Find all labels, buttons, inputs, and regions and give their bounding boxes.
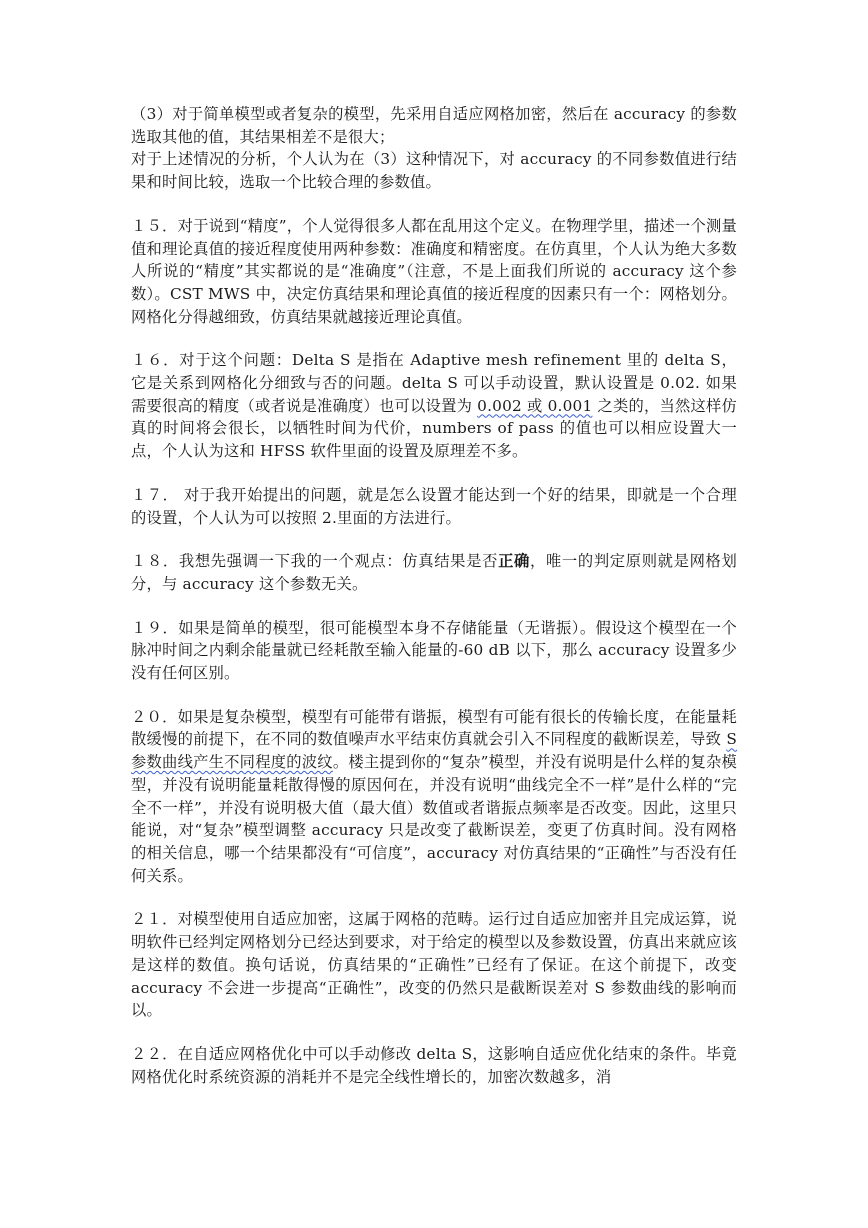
paragraph-3: （3）对于简单模型或者复杂的模型，先采用自适应网格加密，然后在 accuracy 的参数选取其他的值，其结果相差不是很大；	[131, 105, 737, 146]
paragraph-17: １７． 对于我开始提出的问题，就是怎么设置才能达到一个好的结果，即就是一个合理的设置，个人认为可以按照 2.里面的方法进行。	[131, 485, 737, 527]
paragraph-18	[131, 550, 737, 595]
paragraph-16	[131, 349, 737, 463]
paragraph-18-text-a: １８．我想先强调一下我的一个观点：仿真结果是否	[131, 552, 499, 571]
paragraph-18-text-b: ，唯一的判定原则就是网格划分，与 accuracy 这个参数无关。	[131, 552, 737, 593]
paragraph-16-text-a: １６．对于这个问题：Delta S 是指在 Adaptive mesh refinement 里的 delta S，它是关系到网格化分细致与否的问题。delta S 可以手动设置，默认设置是 0.02. 如果需要很高的精度（或者说是准确度）也可以设置为	[131, 351, 737, 415]
paragraph-21: ２１．对模型使用自适应加密，这属于网格的范畴。运行过自适应加密并且完成运算，说明软件已经判定网格划分已经达到要求，对于给定的模型以及参数设置，仿真出来就应该是这样的数值。换句话说，仿真结果的“正确性”已经有了保证。在这个前提下，改变 accuracy 不会进一步提高“正确性”，改变的仍然只是截断误差对 S 参数曲线的影响而以。	[131, 910, 737, 1020]
document-page	[131, 103, 737, 1109]
paragraph-20-text-b: 。楼主提到你的“复杂”模型，并没有说明是什么样的复杂模型，并没有说明能量耗散得慢的原因何在，并没有说明“曲线完全不一样”是什么样的“完全不一样”，并没有说明极大值（最大值）数值或者谐振点频率是否改变。因此，这里只能说，对“复杂”模型调整 accuracy 只是改变了截断误差，变更了仿真时间。没有网格的相关信息，哪一个结果都没有“可信度”，accuracy 对仿真结果的“正确性”与否没有任何关系。	[131, 753, 738, 885]
paragraph-3-analysis: 对于上述情况的分析，个人认为在（3）这种情况下，对 accuracy 的不同参数值进行结果和时间比较，选取一个比较合理的参数值。	[131, 150, 737, 192]
paragraph-20-text-a: ２０．如果是复杂模型，模型有可能带有谐振，模型有可能有很长的传输长度，在能量耗散缓慢的前提下，在不同的数值噪声水平结束仿真就会引入不同程度的截断误差，导致	[131, 707, 737, 749]
paragraph-22: ２２．在自适应网格优化中可以手动修改 delta S，这影响自适应优化结束的条件。毕竟网格优化时系统资源的消耗并不是完全线性增长的，加密次数越多，消	[131, 1044, 737, 1086]
paragraph-16-text-b: 之类的，当然这样仿真的时间将会很长，以牺牲时间为代价，numbers of pass 的值也可以相应设置大一点，个人认为这和 HFSS 软件里面的设置及原理差不多。	[131, 396, 737, 461]
paragraph-15: １５．对于说到“精度”，个人觉得很多人都在乱用这个定义。在物理学里，描述一个测量值和理论真值的接近程度使用两种参数：准确度和精密度。在仿真里，个人认为绝大多数人所说的“精度”其实都说的是“准确度”（注意，不是上面我们所说的 accuracy 这个参数）。CST MWS 中，决定仿真结果和理论真值的接近程度的因素只有一个：网格划分。网格化分得越细致，仿真结果就越接近理论真值。	[131, 216, 737, 326]
paragraph-20	[131, 706, 737, 888]
emphasis-correct: 正确	[498, 552, 530, 571]
paragraph-19: １９．如果是简单的模型，很可能模型本身不存储能量（无谐振）。假设这个模型在一个脉冲时间之内剩余能量就已经耗散至输入能量的-60 dB 以下，那么 accuracy 设置多少没有任何区别。	[131, 618, 737, 683]
spellcheck-underline: 0.002 或 0.001	[477, 396, 593, 415]
spellcheck-underline: S 参数曲线产生不同程度的波纹	[131, 730, 737, 772]
